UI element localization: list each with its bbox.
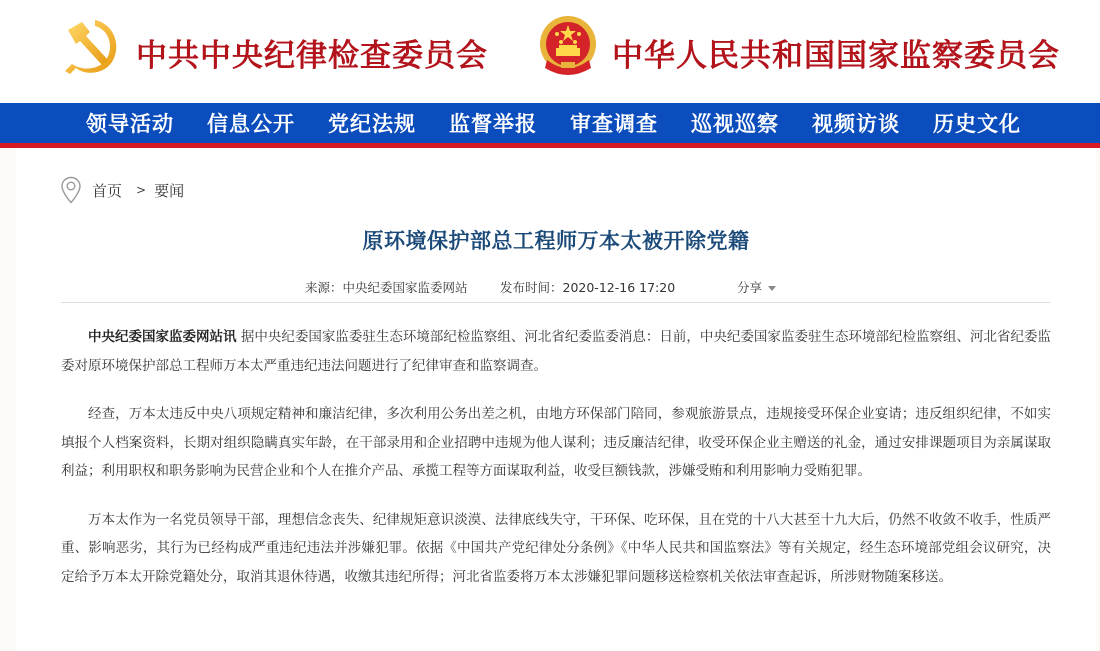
share-button[interactable] [737,278,776,296]
breadcrumb-home-link[interactable]: 首页 [92,181,123,200]
location-pin-icon [60,176,82,204]
article-paragraph: 经查，万本太违反中央八项规定精神和廉洁纪律，多次利用公务出差之机，由地方环保部门陪同，参观旅游景点，违规接受环保企业宴请；违反组织纪律，不如实填报个人档案资料，长期对组织隐瞒真实年龄，在干部录用和企业招聘中违规为他人谋利；违反廉洁纪律，收受环保企业主赠送的礼金，通过安排课题项目为亲属谋取利益；利用职权和职务影响为民营企业和个人在推介产品、承揽工程等方面谋取利益，收受巨额钱款，涉嫌受贿和利用影响力受贿犯罪。 [61,406,1051,479]
nav-item-party-regulations[interactable]: 党纪法规 [328,111,416,136]
nav-item-history-culture[interactable]: 历史文化 [933,111,1021,136]
national-emblem-icon[interactable] [537,14,599,80]
nav-item-review-investigation[interactable]: 审查调查 [570,111,658,136]
caret-down-icon [768,286,776,291]
nav-item-supervision-reporting[interactable]: 监督举报 [449,111,537,136]
meta-divider [61,302,1050,303]
article-paragraph: 中央纪委国家监委网站讯 据中央纪委国家监委驻生态环境部纪检监察组、河北省纪委监委消息：日前，中央纪委国家监委驻生态环境部纪检监察组、河北省纪委监委对原环境保护部总工程师万本太严重违纪违法问题进行了纪律审查和监察调查。 [61,329,1051,374]
share-label: 分享 [737,280,763,295]
article-paragraph: 万本太作为一名党员领导干部，理想信念丧失、纪律规矩意识淡漠、法律底线失守，干环保、吃环保，且在党的十八大甚至十九大后，仍然不收敛不收手，性质严重、影响恶劣，其行为已经构成严重违纪违法并涉嫌犯罪。依据《中国共产党纪律处分条例》《中华人民共和国监察法》等有关规定，经生态环境部党组会议研究，决定给予万本太开除党籍处分，取消其退休待遇，收缴其违纪所得；河北省监委将万本太涉嫌犯罪问题移送检察机关依法审查起诉，所涉财物随案移送。 [61,511,1051,585]
main-nav [0,103,1100,143]
nav-red-stripe [0,143,1100,148]
nav-item-leadership-activities[interactable]: 领导活动 [86,111,174,136]
breadcrumb [60,176,184,204]
article-publish-time: 发布时间：2020-12-16 17:20 [500,280,676,295]
party-emblem-icon[interactable] [62,16,122,78]
ccdi-title[interactable]: 中共中央纪律检查委员会 [136,38,488,74]
breadcrumb-current-link[interactable]: 要闻 [154,181,185,200]
article-title: 原环境保护部总工程师万本太被开除党籍 [362,229,750,253]
article-lead-source: 中央纪委国家监委网站讯 [88,329,237,345]
nav-item-information-disclosure[interactable]: 信息公开 [207,111,295,136]
nav-item-inspection-tours[interactable]: 巡视巡察 [691,111,779,136]
breadcrumb-separator: > [136,183,147,197]
article-body [61,323,1051,611]
nav-item-video-interviews[interactable]: 视频访谈 [812,111,900,136]
page-container [16,0,1096,651]
article-source: 来源：中央纪委国家监委网站 [305,280,468,295]
site-header [0,0,1100,103]
nsc-title[interactable]: 中华人民共和国国家监察委员会 [612,38,1060,74]
